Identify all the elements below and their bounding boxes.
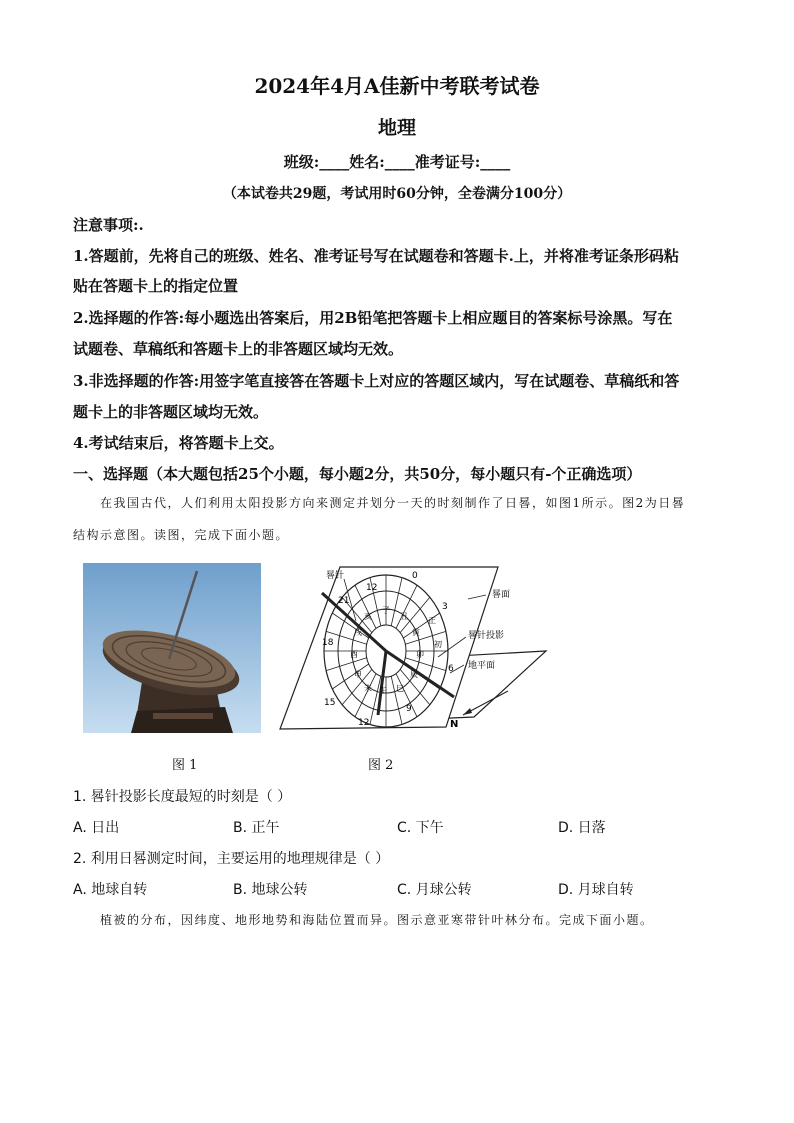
question-2-option-a: A. 地球自转	[73, 882, 148, 898]
char-si: 巳	[396, 684, 404, 693]
hour-12-top: 12	[366, 583, 378, 593]
hour-15: 15	[324, 698, 336, 708]
label-gnomon: 晷针	[326, 571, 345, 581]
char-chen: 辰	[410, 670, 418, 679]
question-2-option-d: D. 月球自转	[558, 882, 634, 898]
question-1-option-c: C. 下午	[397, 820, 444, 836]
exam-info: （本试卷共29题，考试用时60分钟，全卷满分100分）	[222, 186, 572, 202]
question-1-option-d: D. 日落	[558, 820, 606, 836]
question-1-option-a: A. 日出	[73, 820, 120, 836]
char-chou: 丑	[400, 612, 408, 621]
char-zheng: 正	[428, 616, 436, 625]
note-4: 4.考试结束后，将答题卡上交。	[73, 434, 284, 452]
figure-1-caption: 图 1	[172, 758, 198, 773]
char-wu: 午	[379, 686, 387, 695]
hour-3: 3	[442, 602, 448, 612]
notes-heading: 注意事项:.	[73, 216, 144, 234]
char-hai: 亥	[364, 612, 372, 621]
char-shen: 申	[354, 670, 362, 679]
section-1-intro-line-2: 结构示意图。读图，完成下面小题。	[73, 528, 290, 542]
char-yin: 寅	[412, 628, 420, 637]
note-1-line-1: 1.答题前，先将自己的班级、姓名、准考证号写在试题卷和答题卡.上，并将准考证条形码粘	[73, 247, 679, 265]
student-fields: 班级:____姓名:____准考证号:____	[283, 153, 511, 171]
note-1-line-2: 贴在答题卡上的指定位置	[73, 277, 239, 295]
label-shadow: 晷针投影	[468, 631, 505, 641]
hour-9: 9	[406, 704, 412, 714]
char-wei: 未	[364, 684, 372, 693]
label-ground: 地平面	[468, 661, 496, 671]
label-north: N	[450, 719, 459, 730]
hour-0: 0	[412, 571, 418, 581]
hour-21: 21	[338, 596, 350, 606]
note-3-line-2: 题卡上的非答题区域均无效。	[73, 403, 269, 421]
question-2-option-c: C. 月球公转	[397, 882, 472, 898]
note-2-line-2: 试题卷、草稿纸和答题卡上的非答题区域均无效。	[73, 340, 404, 358]
char-zi: 子	[382, 606, 390, 615]
section-1-heading: 一、选择题（本大题包括25个小题，每小题2分，共50分，每小题只有-个正确选项）	[73, 465, 642, 483]
char-chu: 初	[434, 640, 442, 649]
section-1-intro-line-1: 在我国古代，人们利用太阳投影方向来测定并划分一天的时刻制作了日晷，如图1所示。图2为日晷	[100, 496, 686, 510]
char-you: 酉	[350, 650, 358, 659]
hour-18: 18	[322, 638, 334, 648]
char-mao: 卯	[416, 650, 424, 659]
subject-title: 地理	[377, 117, 416, 139]
sundial-photo	[83, 563, 261, 733]
sundial-diagram	[278, 565, 548, 737]
question-1-option-b: B. 正午	[233, 820, 280, 836]
note-3-line-1: 3.非选择题的作答:用签字笔直接答在答题卡上对应的答题区域内，写在试题卷、草稿纸和答	[73, 372, 680, 390]
exam-title: 2024年4月A佳新中考联考试卷	[254, 74, 540, 98]
figure-2-caption: 图 2	[368, 758, 394, 773]
hour-6: 6	[448, 664, 454, 674]
question-2-stem: 2. 利用日晷测定时间，主要运用的地理规律是（ ）	[73, 851, 390, 867]
char-xu: 戌	[354, 628, 362, 637]
label-dial: 晷面	[492, 590, 511, 600]
section-2-intro: 植被的分布，因纬度、地形地势和海陆位置而异。图示意亚寒带针叶林分布。完成下面小题。	[100, 913, 654, 927]
question-1-stem: 1. 晷针投影长度最短的时刻是（ ）	[73, 789, 292, 805]
note-2-line-1: 2.选择题的作答:每小题选出答案后，用2B铅笔把答题卡上相应题目的答案标号涂黑。写在	[73, 309, 673, 327]
hour-12-bottom: 12	[358, 718, 370, 728]
question-2-option-b: B. 地球公转	[233, 882, 308, 898]
